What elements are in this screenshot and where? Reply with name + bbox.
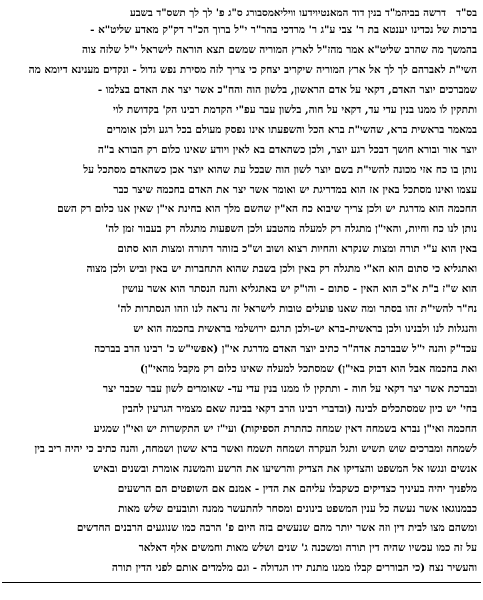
text-line: ומשהם מצו לבית דין וזה אשר יותר מהם שנעשים בזה היום פ' הרבה כמו שנוגעים הרבנים החדשים <box>76 522 477 535</box>
text-line: עצמו ואינו מסתכל באין אז הוא במדריגת יש ואומר אשר יצר את האדם בחכמה שיצר כבר <box>113 183 477 196</box>
text-line: יוצר אור ובורא חושך דבכל רגע יוצר, ולכן כשהאדם בא לאין ויודע שאינו כלום רק הבורא ב"ה <box>97 143 477 156</box>
text-line: מלפניך יהיה בעיניך כצדיקים כשקבלו עליהם את הדין - אמנם אם השופטים הם הרשעים <box>117 482 477 495</box>
text-line: נח"ר להשי"ת זהו בסתר ומה שאנו פועלים טובות לישראל זה נראה לנו וזהו הנסתרות לה' <box>117 303 477 316</box>
text-line: השי"ת לאברהם לך לך אל ארץ המוריה שיקריב יצחק כי צריך לזה מסירת נפש גדול - ונקדים מענינא דיומא מה <box>28 63 477 76</box>
bsd-mark: בס"ד <box>456 7 477 19</box>
text-line: ואת בחכמה אבל הוא דבוק באי"ן) שמסתכל למעלה שאינו כלום רק מקבל מהאי"ן) <box>140 362 477 375</box>
text-line: בחי' יש כיון שמסתכלים לבינה (ובדברי רבינו הרב דקאי בבינה שאם מצמיר הגרעין להבין <box>122 402 477 415</box>
document-title: דרשה בביהמ"ד בנין דוד המאנטיוידעו וויליאמסבורג ס"ג פ' לך לך תשס"ד בשבע <box>129 7 447 19</box>
text-line: החכמה ואי"ן נברא בשמחה דאין שמחה כהתרת הספיקות) ועי"ז יש התקשרות יש ואי"ן שמגיע <box>93 422 477 435</box>
text-line: כבמנוגאו אשר נעשה כל ענין המשפט בינונים ומסחר להתעשר ממנה ותובעים שלש מאות <box>118 502 477 515</box>
text-line: ותתקין לו ממנו בנין עדי עד, דקאי על חוה, בלשון עבר עפ"י הקדמת רבינו הק' בקדושת לוי <box>113 103 477 116</box>
text-line: במאמר בראשית ברא, שהשי"ת ברא הכל והשפעתו אינו נפסק מעולם בכל רגע ולכן אומרים <box>106 123 477 136</box>
text-line: ואתגליא כי סתום הוא הא"י מתגלה רק באין ולכן בשבת שהוא התחברות יש באין וביש ולכן מצוה <box>86 263 477 276</box>
text-line: בהמשך מה שהרב שליט"א אמר מהז"ל לארץ המוריה שמשם תצא הוראה לישראל י"ל שלזה צוה <box>82 43 477 56</box>
text-line: והנגלות לנו ולבנינו ולכן בראשית-ברא יש-ולכן תרגם ירושלמי בראשית בחכמה הוא יש <box>133 323 477 336</box>
document-body <box>8 21 477 579</box>
text-line: החכמה הוא מדרגת יש ולכן צריך שיבוא כח הא"ין שהשם מלך הוא בחינת אי"ן שאין אנו כלום רק השם <box>57 203 477 216</box>
text-line: והעשיר נצח (כי הבוררים קבלו ממנו מתנת ידו הגדולה - וגם מלמדים אותם לפני הדין תורה <box>111 562 477 575</box>
text-line: באין הוא ע"י תורה ומצות שנקרא והחיות רצוא ושוב וש"כ בזוהר דתורה ומצות הוא סתום <box>117 243 477 256</box>
text-line: לשמחה ומברכים שוש תשיש ותגל העקרה ושמחה תשמח ואשר ברא ששון ושמחה, והנה כתיב כי יהיה ריב בין <box>34 442 477 455</box>
text-line: שמברכים יוצר האדם, דקאי על אדם הראשון, בלשון הוה והח"כ אשר יצר את האדם בצלמו - <box>97 83 477 96</box>
text-line: ובברכת אשר יצר דקאי על חוה - ותתקין לו ממנו בנין עדי עד- שאומרים לשון עבר שכבר יצר <box>102 382 477 395</box>
footer-divider <box>2 582 481 583</box>
text-line: נותן בו כח אזי מכונה להשי"ת בשם יוצר לשון הוה שבכל עת שהוא יוצר אכן כשהאדם מסתכל על <box>83 163 477 176</box>
text-line: נותן לנו כח וחיות, והאי"ן מתגלה רק למעלה מהטבע ולכן השפעות מתגלה רק בעבור זמן לה' <box>104 223 477 236</box>
text-line: ברכות של נכדינו יענטא בת ר' צבי ע"ג ר' מרדכי בהר"ר י"ל ברוך הכ"ר דק"ק מאדע שליט"א - <box>90 24 477 36</box>
text-line: אנשים ונגשו אל המשפט והצדיקו את הצדיק והרשיעו את הרשע והמשנה אומרת ובשנים ובאיש <box>93 462 477 475</box>
document-header <box>8 6 477 20</box>
text-line: על זה כמו עכשיו שהיה דין תורה ומשכנה ג' שנים ושלש מאות וחמשים אלף דאלאר <box>138 542 477 555</box>
text-line: הוא ש"ז ב"ת א"כ הוא האין - סתום - והו"ק יש באתגליא והנה הנסתר הוא אשר עושין <box>122 283 477 296</box>
text-line: עכד"ק והנה י"ל שבברכת אדה"ר כתיב יוצר האדם מדרגת אי"ן (אפשי"ש כ' רבינו הרב בברכה <box>94 343 477 355</box>
